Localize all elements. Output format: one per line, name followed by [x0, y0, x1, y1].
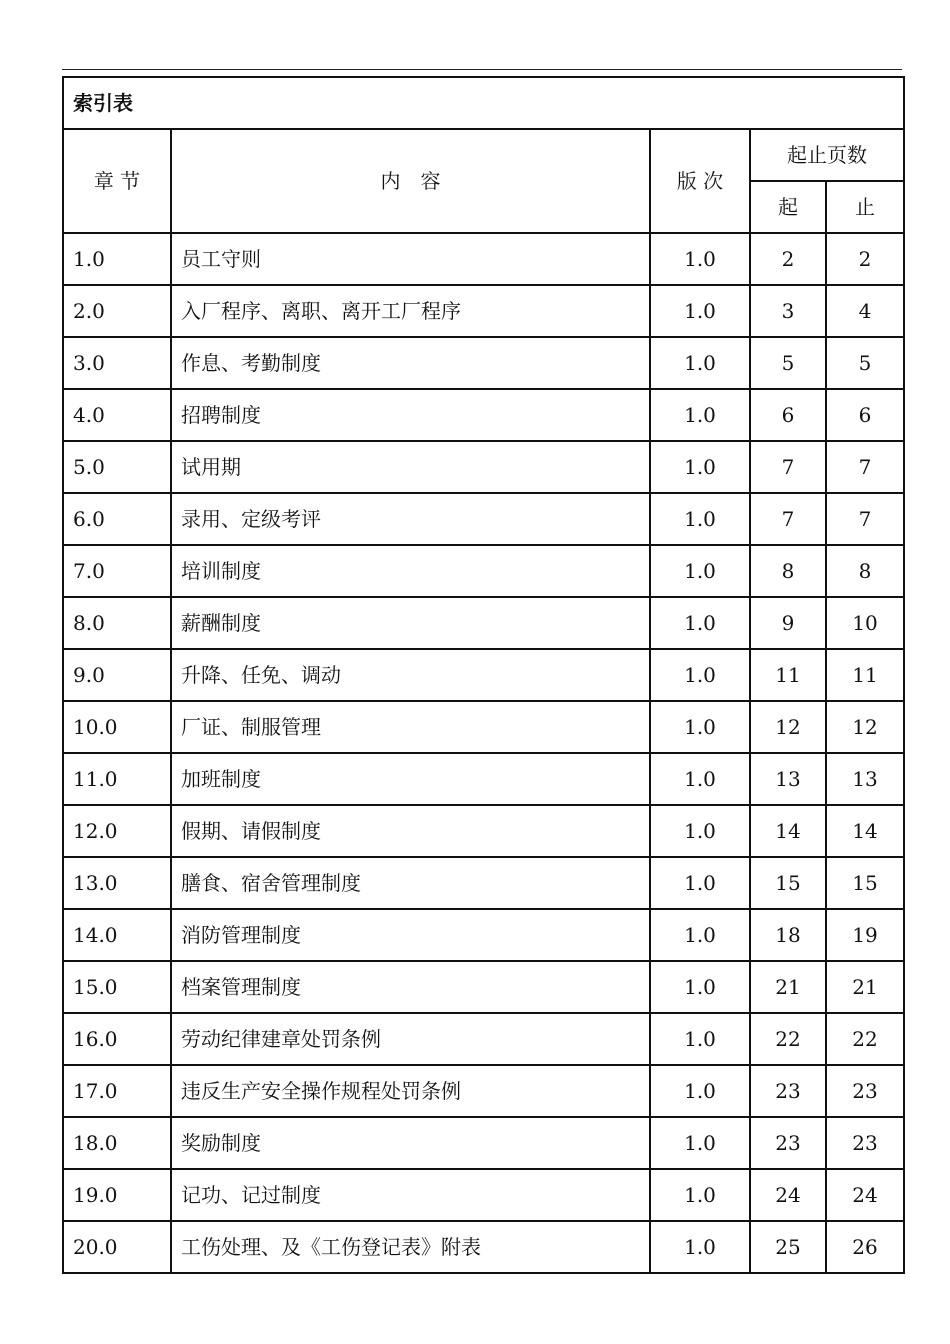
content-cell: 档案管理制度 — [171, 961, 650, 1013]
version-cell: 1.0 — [650, 545, 750, 597]
version-cell: 1.0 — [650, 649, 750, 701]
title-row — [63, 77, 904, 129]
start-page-cell: 3 — [750, 285, 826, 337]
start-page-cell: 15 — [750, 857, 826, 909]
end-page-cell: 2 — [826, 233, 904, 285]
chapter-cell: 2.0 — [63, 285, 171, 337]
end-page-cell: 13 — [826, 753, 904, 805]
chapter-cell: 7.0 — [63, 545, 171, 597]
start-page-cell: 24 — [750, 1169, 826, 1221]
chapter-cell: 19.0 — [63, 1169, 171, 1221]
version-cell: 1.0 — [650, 1221, 750, 1273]
chapter-cell: 3.0 — [63, 337, 171, 389]
chapter-cell: 5.0 — [63, 441, 171, 493]
content-cell: 违反生产安全操作规程处罚条例 — [171, 1065, 650, 1117]
content-cell: 入厂程序、离职、离开工厂程序 — [171, 285, 650, 337]
version-cell: 1.0 — [650, 389, 750, 441]
content-cell: 升降、任免、调动 — [171, 649, 650, 701]
chapter-cell: 20.0 — [63, 1221, 171, 1273]
version-cell: 1.0 — [650, 1169, 750, 1221]
content-cell: 奖励制度 — [171, 1117, 650, 1169]
table-row — [63, 493, 904, 545]
version-cell: 1.0 — [650, 1013, 750, 1065]
version-cell: 1.0 — [650, 961, 750, 1013]
content-cell: 膳食、宿舍管理制度 — [171, 857, 650, 909]
end-page-cell: 19 — [826, 909, 904, 961]
content-cell: 试用期 — [171, 441, 650, 493]
version-cell: 1.0 — [650, 337, 750, 389]
table-row — [63, 545, 904, 597]
end-page-cell: 26 — [826, 1221, 904, 1273]
table-row — [63, 857, 904, 909]
end-page-cell: 7 — [826, 441, 904, 493]
end-page-cell: 14 — [826, 805, 904, 857]
version-cell: 1.0 — [650, 753, 750, 805]
end-page-cell: 10 — [826, 597, 904, 649]
version-cell: 1.0 — [650, 441, 750, 493]
start-page-cell: 13 — [750, 753, 826, 805]
table-row — [63, 1169, 904, 1221]
start-page-cell: 5 — [750, 337, 826, 389]
content-cell: 工伤处理、及《工伤登记表》附表 — [171, 1221, 650, 1273]
header-pages: 起止页数 — [750, 129, 904, 181]
table-row — [63, 1117, 904, 1169]
end-page-cell: 15 — [826, 857, 904, 909]
header-row — [63, 129, 904, 181]
end-page-cell: 12 — [826, 701, 904, 753]
start-page-cell: 11 — [750, 649, 826, 701]
start-page-cell: 22 — [750, 1013, 826, 1065]
content-cell: 劳动纪律建章处罚条例 — [171, 1013, 650, 1065]
chapter-cell: 9.0 — [63, 649, 171, 701]
chapter-cell: 14.0 — [63, 909, 171, 961]
chapter-cell: 16.0 — [63, 1013, 171, 1065]
content-cell: 录用、定级考评 — [171, 493, 650, 545]
start-page-cell: 7 — [750, 441, 826, 493]
content-cell: 薪酬制度 — [171, 597, 650, 649]
chapter-cell: 11.0 — [63, 753, 171, 805]
start-page-cell: 9 — [750, 597, 826, 649]
table-row — [63, 337, 904, 389]
start-page-cell: 6 — [750, 389, 826, 441]
top-rule — [62, 69, 902, 70]
table-row — [63, 233, 904, 285]
chapter-cell: 18.0 — [63, 1117, 171, 1169]
start-page-cell: 21 — [750, 961, 826, 1013]
table-title: 索引表 — [63, 77, 904, 129]
end-page-cell: 4 — [826, 285, 904, 337]
header-start: 起 — [750, 181, 826, 233]
table-row — [63, 961, 904, 1013]
content-cell: 招聘制度 — [171, 389, 650, 441]
start-page-cell: 2 — [750, 233, 826, 285]
chapter-cell: 8.0 — [63, 597, 171, 649]
chapter-cell: 12.0 — [63, 805, 171, 857]
version-cell: 1.0 — [650, 285, 750, 337]
version-cell: 1.0 — [650, 909, 750, 961]
table-row — [63, 441, 904, 493]
content-cell: 消防管理制度 — [171, 909, 650, 961]
version-cell: 1.0 — [650, 493, 750, 545]
end-page-cell: 21 — [826, 961, 904, 1013]
end-page-cell: 24 — [826, 1169, 904, 1221]
table-row — [63, 389, 904, 441]
version-cell: 1.0 — [650, 701, 750, 753]
start-page-cell: 8 — [750, 545, 826, 597]
table-row — [63, 909, 904, 961]
table-row — [63, 597, 904, 649]
end-page-cell: 6 — [826, 389, 904, 441]
table-row — [63, 285, 904, 337]
end-page-cell: 11 — [826, 649, 904, 701]
end-page-cell: 8 — [826, 545, 904, 597]
version-cell: 1.0 — [650, 1065, 750, 1117]
start-page-cell: 7 — [750, 493, 826, 545]
start-page-cell: 23 — [750, 1065, 826, 1117]
content-cell: 记功、记过制度 — [171, 1169, 650, 1221]
table-row — [63, 701, 904, 753]
end-page-cell: 23 — [826, 1117, 904, 1169]
end-page-cell: 5 — [826, 337, 904, 389]
header-chapter: 章 节 — [63, 129, 171, 233]
table-row — [63, 649, 904, 701]
start-page-cell: 12 — [750, 701, 826, 753]
start-page-cell: 14 — [750, 805, 826, 857]
end-page-cell: 7 — [826, 493, 904, 545]
start-page-cell: 23 — [750, 1117, 826, 1169]
content-cell: 培训制度 — [171, 545, 650, 597]
content-cell: 厂证、制服管理 — [171, 701, 650, 753]
version-cell: 1.0 — [650, 1117, 750, 1169]
chapter-cell: 4.0 — [63, 389, 171, 441]
content-cell: 作息、考勤制度 — [171, 337, 650, 389]
version-cell: 1.0 — [650, 597, 750, 649]
table-row — [63, 805, 904, 857]
content-cell: 员工守则 — [171, 233, 650, 285]
chapter-cell: 6.0 — [63, 493, 171, 545]
chapter-cell: 10.0 — [63, 701, 171, 753]
chapter-cell: 17.0 — [63, 1065, 171, 1117]
chapter-cell: 1.0 — [63, 233, 171, 285]
table-row — [63, 1065, 904, 1117]
version-cell: 1.0 — [650, 805, 750, 857]
header-end: 止 — [826, 181, 904, 233]
version-cell: 1.0 — [650, 857, 750, 909]
end-page-cell: 23 — [826, 1065, 904, 1117]
table-row — [63, 753, 904, 805]
content-cell: 假期、请假制度 — [171, 805, 650, 857]
content-cell: 加班制度 — [171, 753, 650, 805]
end-page-cell: 22 — [826, 1013, 904, 1065]
header-content: 内 容 — [171, 129, 650, 233]
chapter-cell: 13.0 — [63, 857, 171, 909]
index-table — [62, 76, 905, 1274]
version-cell: 1.0 — [650, 233, 750, 285]
chapter-cell: 15.0 — [63, 961, 171, 1013]
table-row — [63, 1221, 904, 1273]
table-row — [63, 1013, 904, 1065]
start-page-cell: 18 — [750, 909, 826, 961]
start-page-cell: 25 — [750, 1221, 826, 1273]
header-version: 版 次 — [650, 129, 750, 233]
